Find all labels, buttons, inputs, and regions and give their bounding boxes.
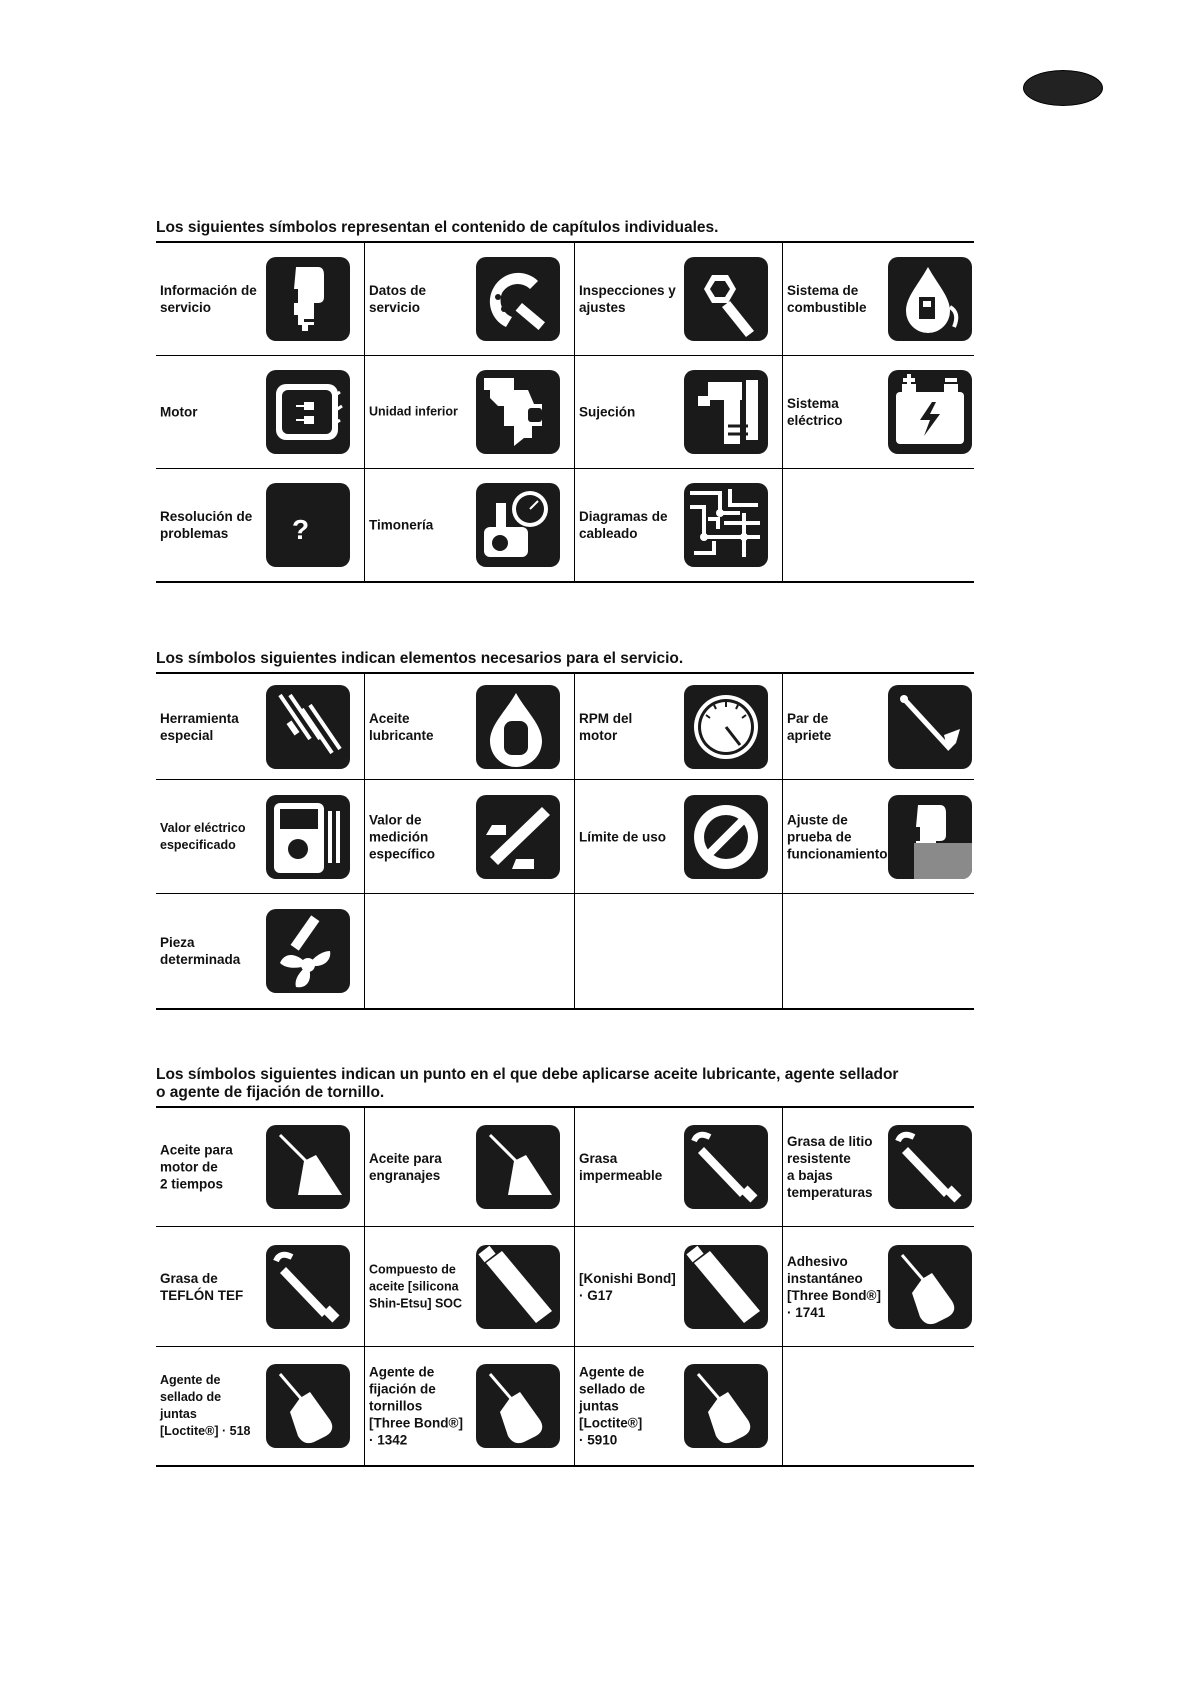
symbol-label: Aceite para engranajes (369, 1151, 442, 1183)
wrench-icon (684, 257, 768, 341)
symbol-cell (365, 780, 575, 894)
symbol-label: Valor de medición específico (369, 812, 436, 861)
symbol-cell (156, 469, 365, 581)
outboard-motor-icon (266, 257, 350, 341)
empty-cell (365, 894, 575, 1008)
empty-cell (783, 469, 974, 581)
symbol-label: Resolución de problemas (160, 509, 253, 541)
symbol-cell (783, 1227, 974, 1347)
symbol-cell (783, 243, 974, 356)
symbol-label: Aceite lubricante (369, 710, 434, 743)
section-title: Los símbolos siguientes indican un punto en el que debe aplicarse aceite lubricante, agente sellador o agente de fijación de tornillo. (156, 1066, 899, 1101)
symbol-label: Valor eléctrico especificado (160, 820, 246, 852)
symbol-cell (365, 469, 575, 581)
symbol-cell (156, 1108, 365, 1227)
symbol-cell (575, 1347, 783, 1465)
remote-control-icon (476, 483, 560, 567)
grease-gun-icon (888, 1125, 972, 1209)
micrometer-icon (476, 257, 560, 341)
test-run-icon (888, 795, 972, 879)
symbol-label: Grasa impermeable (579, 1151, 663, 1183)
fuel-drop-icon (888, 257, 972, 341)
symbol-cell (156, 1227, 365, 1347)
symbol-label: Inspecciones y ajustes (579, 283, 676, 315)
section-chapter-symbols (156, 219, 974, 583)
symbol-cell (783, 780, 974, 894)
symbol-cell (156, 1347, 365, 1465)
symbol-label: Sujeción (579, 404, 636, 420)
symbol-label: Motor (160, 404, 198, 420)
special-tool-icon (266, 685, 350, 769)
bottle-icon (476, 1364, 560, 1448)
section-service-items (156, 650, 974, 1010)
symbol-cell (575, 1227, 783, 1347)
symbol-label: Compuesto de aceite [silicona Shin-Etsu] SOC (369, 1262, 463, 1310)
symbol-cell (575, 1108, 783, 1227)
symbol-cell (156, 674, 365, 780)
circuit-icon (684, 483, 768, 567)
symbol-cell (365, 674, 575, 780)
question-icon (266, 483, 350, 567)
section-title: Los símbolos siguientes indican elementos necesarios para el servicio. (156, 650, 684, 667)
symbol-label: Timonería (369, 517, 434, 533)
oil-can-icon (476, 1125, 560, 1209)
symbol-label: Adhesivo instantáneo [Three Bond®] · 1741 (787, 1253, 881, 1320)
engine-icon (266, 370, 350, 454)
lower-unit-icon (476, 370, 560, 454)
symbol-grid (156, 672, 974, 1010)
symbol-cell (156, 780, 365, 894)
svg-text:?: ? (292, 514, 310, 545)
grease-gun-icon (684, 1125, 768, 1209)
tachometer-icon (684, 685, 768, 769)
propeller-icon (266, 909, 350, 993)
oil-can-icon (266, 1125, 350, 1209)
tube-icon (476, 1245, 560, 1329)
tube-icon (684, 1245, 768, 1329)
symbol-label: Herramienta especial (160, 710, 239, 743)
section-title: Los siguientes símbolos representan el contenido de capítulos individuales. (156, 219, 719, 236)
symbol-label: Agente de sellado de juntas [Loctite®] · 518 (160, 1373, 251, 1438)
bottle-icon (684, 1364, 768, 1448)
symbol-cell (575, 780, 783, 894)
symbol-label: RPM del motor (579, 710, 633, 743)
symbol-label: Sistema eléctrico (787, 396, 843, 428)
oil-drop-icon (476, 685, 560, 769)
empty-cell (783, 1347, 974, 1465)
symbol-cell (575, 469, 783, 581)
symbol-cell (575, 243, 783, 356)
grease-gun-icon (266, 1245, 350, 1329)
symbol-cell (575, 674, 783, 780)
section-lubricant-symbols (156, 1066, 974, 1467)
torque-wrench-icon (888, 685, 972, 769)
symbol-cell (783, 1108, 974, 1227)
symbol-label: Datos de servicio (369, 283, 427, 315)
bracket-icon (684, 370, 768, 454)
empty-cell (575, 894, 783, 1008)
symbol-label: Diagramas de cableado (579, 509, 668, 541)
symbol-label: Agente de sellado de juntas [Loctite®] · 5910 (579, 1364, 646, 1448)
caliper-icon (476, 795, 560, 879)
bottle-icon (888, 1245, 972, 1329)
symbol-cell (156, 894, 365, 1008)
symbol-cell (156, 356, 365, 469)
symbol-label: Unidad inferior (369, 404, 458, 419)
symbol-cell (365, 356, 575, 469)
symbol-cell (783, 674, 974, 780)
symbol-label: Agente de fijación de tornillos [Three Bond®] · 1342 (369, 1364, 463, 1448)
battery-icon (888, 370, 972, 454)
prohibited-icon (684, 795, 768, 879)
symbol-label: Límite de uso (579, 829, 667, 844)
multimeter-icon (266, 795, 350, 879)
symbol-cell (575, 356, 783, 469)
symbol-label: Sistema de combustible (787, 283, 867, 315)
symbol-grid (156, 1106, 974, 1467)
symbol-label: Ajuste de prueba de funcionamiento (787, 812, 888, 861)
symbol-grid (156, 241, 974, 583)
symbol-label: Grasa de litio resistente a bajas temperaturas (787, 1134, 873, 1200)
symbol-cell (365, 1108, 575, 1227)
symbol-label: [Konishi Bond] · G17 (579, 1270, 676, 1303)
empty-cell (783, 894, 974, 1008)
symbol-label: Información de servicio (160, 283, 257, 315)
symbol-cell (365, 1227, 575, 1347)
symbol-cell (783, 356, 974, 469)
symbol-cell (365, 243, 575, 356)
symbol-label: Par de apriete (787, 710, 832, 743)
bottle-icon (266, 1364, 350, 1448)
symbol-label: Grasa de TEFLÓN TEF (160, 1270, 244, 1303)
symbol-label: Pieza determinada (160, 935, 241, 967)
symbol-label: Aceite para motor de 2 tiempos (160, 1142, 233, 1192)
symbol-cell (156, 243, 365, 356)
symbol-cell (365, 1347, 575, 1465)
chapter-tab-marker (1023, 70, 1103, 106)
